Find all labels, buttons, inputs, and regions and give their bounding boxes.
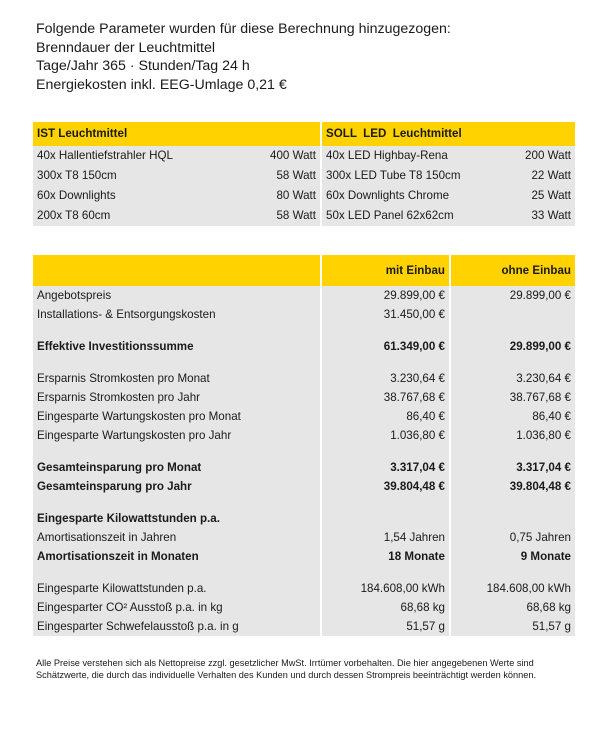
spacer-cell	[450, 356, 575, 369]
cost-with-installation: 18 Monate	[321, 547, 450, 566]
cost-without-installation	[450, 509, 575, 528]
lamp-comparison-table	[33, 122, 575, 226]
soll-watt: 200 Watt	[476, 146, 575, 166]
cost-row	[33, 286, 575, 305]
cost-without-installation: 39.804,48 €	[450, 477, 575, 496]
cost-without-installation: 0,75 Jahren	[450, 528, 575, 547]
comparison-row	[33, 186, 575, 206]
cost-without-installation: 29.899,00 €	[450, 337, 575, 356]
cost-label: Eingesparter Schwefelausstoß p.a. in g	[33, 617, 321, 636]
soll-name: 300x LED Tube T8 150cm	[321, 166, 476, 186]
soll-watt: 22 Watt	[476, 166, 575, 186]
cost-label: Ersparnis Stromkosten pro Monat	[33, 369, 321, 388]
cost-label: Eingesparter CO² Ausstoß p.a. in kg	[33, 598, 321, 617]
cost-with-installation: 61.349,00 €	[321, 337, 450, 356]
spacer-cell	[450, 324, 575, 337]
cost-with-installation: 68,68 kg	[321, 598, 450, 617]
cost-row	[33, 407, 575, 426]
cost-without-installation: 86,40 €	[450, 407, 575, 426]
ist-name: 200x T8 60cm	[33, 206, 226, 226]
cost-row	[33, 598, 575, 617]
header-label-cell	[33, 255, 321, 286]
cost-with-installation	[321, 509, 450, 528]
spacer-cell	[450, 496, 575, 509]
spacer-cell	[33, 445, 321, 458]
comparison-header-row	[33, 122, 575, 146]
cost-without-installation: 9 Monate	[450, 547, 575, 566]
cost-without-installation: 38.767,68 €	[450, 388, 575, 407]
cost-without-installation: 29.899,00 €	[450, 286, 575, 305]
cost-label: Angebotspreis	[33, 286, 321, 305]
soll-name: 60x Downlights Chrome	[321, 186, 476, 206]
cost-savings-table	[33, 255, 575, 636]
spacer-row	[33, 445, 575, 458]
comparison-row	[33, 206, 575, 226]
cost-label: Amortisationszeit in Jahren	[33, 528, 321, 547]
cost-label: Amortisationszeit in Monaten	[33, 547, 321, 566]
spacer-cell	[33, 356, 321, 369]
soll-watt: 33 Watt	[476, 206, 575, 226]
ist-name: 300x T8 150cm	[33, 166, 226, 186]
cost-label: Installations- & Entsorgungskosten	[33, 305, 321, 324]
spacer-cell	[321, 324, 450, 337]
cost-row	[33, 477, 575, 496]
cost-row	[33, 369, 575, 388]
cost-row	[33, 579, 575, 598]
cost-with-installation: 29.899,00 €	[321, 286, 450, 305]
cost-without-installation: 3.317,04 €	[450, 458, 575, 477]
spacer-row	[33, 356, 575, 369]
cost-row	[33, 458, 575, 477]
cost-header-row	[33, 255, 575, 286]
cost-with-installation: 1,54 Jahren	[321, 528, 450, 547]
spacer-cell	[321, 356, 450, 369]
intro-line: Folgende Parameter wurden für diese Berechnung hinzugezogen:	[36, 21, 451, 37]
comparison-row	[33, 166, 575, 186]
cost-with-installation: 38.767,68 €	[321, 388, 450, 407]
spacer-cell	[321, 566, 450, 579]
cost-row	[33, 547, 575, 566]
cost-with-installation: 184.608,00 kWh	[321, 579, 450, 598]
disclaimer: Alle Preise verstehen sich als Nettopreise zzgl. gesetzlicher MwSt. Irrtümer vorbehalten. Die hier angegebenen Werte sind Schätzwerte, die durch das individuelle Verhalten des Kunden und durch dessen Strompreis beeinträchtigt werden können.	[36, 658, 537, 680]
ist-watt: 58 Watt	[226, 166, 321, 186]
intro-line: Energiekosten inkl. EEG-Umlage 0,21 €	[36, 76, 287, 93]
cost-without-installation: 68,68 kg	[450, 598, 575, 617]
cost-label: Effektive Investitionssumme	[33, 337, 321, 356]
cost-with-installation: 86,40 €	[321, 407, 450, 426]
cost-row	[33, 509, 575, 528]
ist-name: 40x Hallentiefstrahler HQL	[33, 146, 226, 166]
intro-line: Tage/Jahr 365 · Stunden/Tag 24 h	[36, 58, 250, 74]
cost-row	[33, 305, 575, 324]
spacer-row	[33, 566, 575, 579]
spacer-cell	[321, 445, 450, 458]
cost-label: Gesamteinsparung pro Jahr	[33, 477, 321, 496]
spacer-cell	[450, 445, 575, 458]
cost-without-installation	[450, 305, 575, 324]
cost-label: Eingesparte Kilowattstunden p.a.	[33, 509, 321, 528]
cost-with-installation: 39.804,48 €	[321, 477, 450, 496]
cost-with-installation: 3.317,04 €	[321, 458, 450, 477]
header-with-installation: mit Einbau	[321, 255, 450, 286]
cost-row	[33, 426, 575, 445]
cost-row	[33, 528, 575, 547]
intro-parameters	[36, 20, 451, 94]
ist-watt: 58 Watt	[226, 206, 321, 226]
spacer-row	[33, 324, 575, 337]
ist-watt: 400 Watt	[226, 146, 321, 166]
cost-row	[33, 388, 575, 407]
header-soll: SOLL LED Leuchtmittel	[321, 122, 575, 146]
ist-watt: 80 Watt	[226, 186, 321, 206]
comparison-row	[33, 146, 575, 166]
spacer-cell	[33, 324, 321, 337]
cost-with-installation: 3.230,64 €	[321, 369, 450, 388]
soll-name: 50x LED Panel 62x62cm	[321, 206, 476, 226]
cost-without-installation: 3.230,64 €	[450, 369, 575, 388]
spacer-row	[33, 496, 575, 509]
spacer-cell	[321, 496, 450, 509]
spacer-cell	[33, 496, 321, 509]
cost-row	[33, 337, 575, 356]
header-without-installation: ohne Einbau	[450, 255, 575, 286]
cost-with-installation: 51,57 g	[321, 617, 450, 636]
cost-without-installation: 51,57 g	[450, 617, 575, 636]
intro-line: Brenndauer der Leuchtmittel	[36, 39, 216, 56]
cost-with-installation: 31.450,00 €	[321, 305, 450, 324]
spacer-cell	[33, 566, 321, 579]
cost-row	[33, 617, 575, 636]
soll-watt: 25 Watt	[476, 186, 575, 206]
cost-label: Gesamteinsparung pro Monat	[33, 458, 321, 477]
cost-label: Eingesparte Wartungskosten pro Monat	[33, 407, 321, 426]
cost-with-installation: 1.036,80 €	[321, 426, 450, 445]
cost-without-installation: 184.608,00 kWh	[450, 579, 575, 598]
cost-label: Ersparnis Stromkosten pro Jahr	[33, 388, 321, 407]
cost-without-installation: 1.036,80 €	[450, 426, 575, 445]
ist-name: 60x Downlights	[33, 186, 226, 206]
cost-label: Eingesparte Kilowattstunden p.a.	[33, 579, 321, 598]
spacer-cell	[450, 566, 575, 579]
soll-name: 40x LED Highbay-Rena	[321, 146, 476, 166]
header-ist: IST Leuchtmittel	[33, 122, 321, 146]
cost-label: Eingesparte Wartungskosten pro Jahr	[33, 426, 321, 445]
